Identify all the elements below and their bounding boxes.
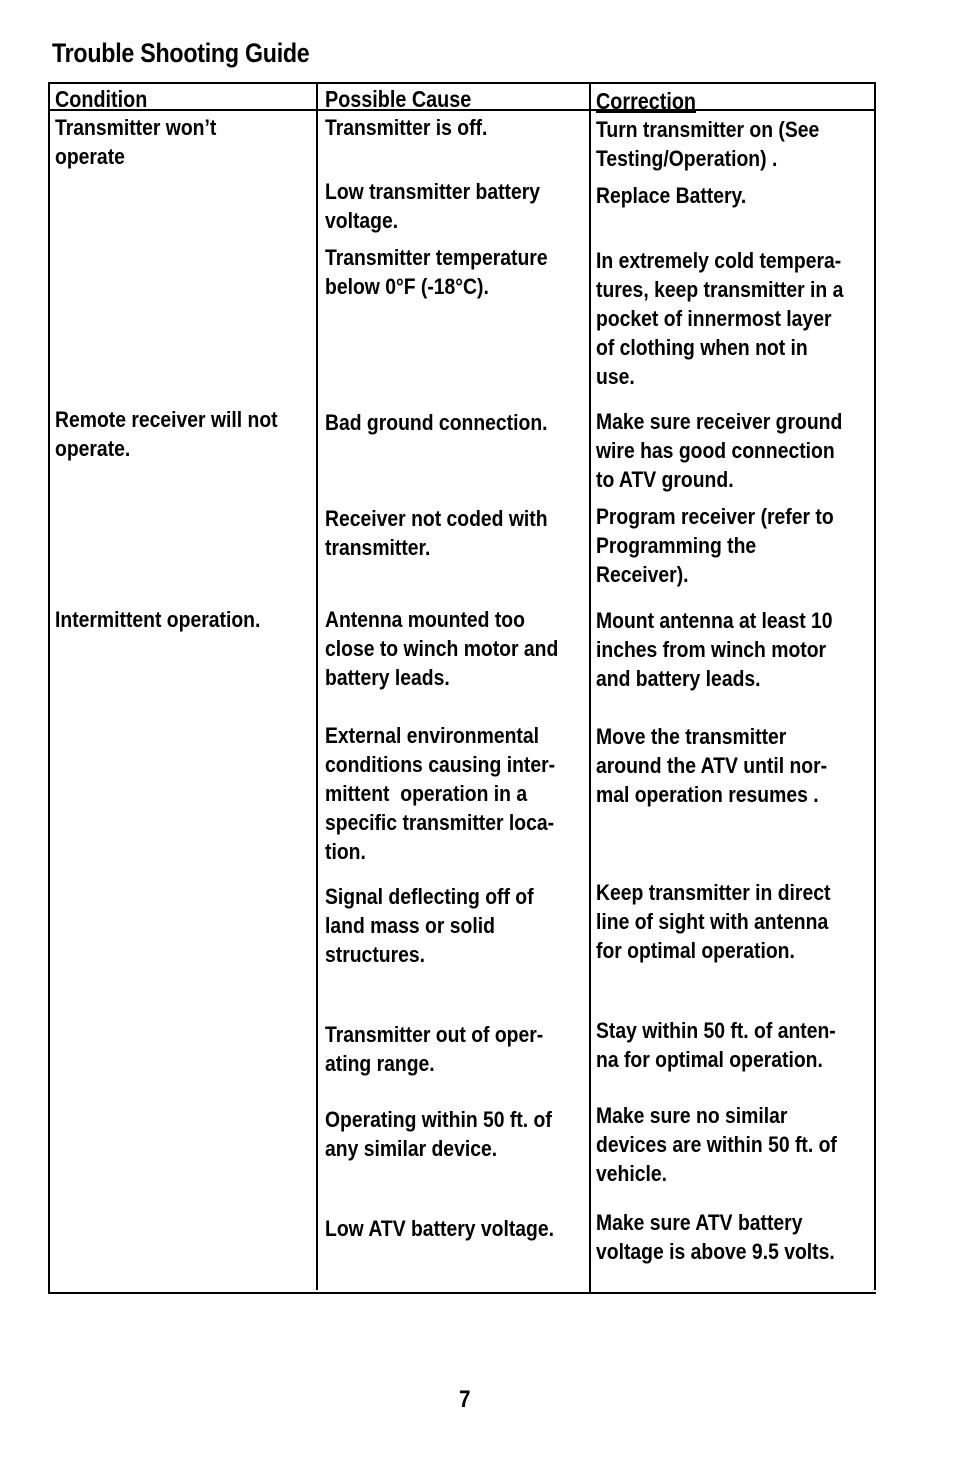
cause-cell: Low transmitter battery voltage. <box>325 179 541 233</box>
correction-cell: Turn transmitter on (See Testing/Operation) . <box>596 117 820 171</box>
column-divider-2 <box>589 82 591 1294</box>
header-condition: Condition <box>55 86 148 112</box>
cause-cell: Bad ground connection. <box>325 410 548 435</box>
column-divider-1 <box>316 82 318 1290</box>
header-correction: Correction <box>596 88 697 114</box>
page-number: 7 <box>459 1386 471 1413</box>
table-right-border <box>874 82 876 1290</box>
correction-cell: Make sure ATV battery voltage is above 9.5 volts. <box>596 1210 835 1264</box>
cause-cell: Operating within 50 ft. of any similar device. <box>325 1107 552 1161</box>
correction-cell: Mount antenna at least 10 inches from winch motor and battery leads. <box>596 608 833 691</box>
correction-cell: Move the transmitter around the ATV until nor- mal operation resumes . <box>596 724 828 807</box>
cause-cell: Antenna mounted too close to winch motor and battery leads. <box>325 607 559 690</box>
correction-cell: Program receiver (refer to Programming the Receiver). <box>596 504 834 587</box>
cause-cell: Receiver not coded with transmitter. <box>325 506 548 560</box>
condition-cell: Intermittent operation. <box>55 607 261 632</box>
correction-cell: Keep transmitter in direct line of sight with antenna for optimal operation. <box>596 880 831 963</box>
correction-cell: Replace Battery. <box>596 183 747 208</box>
cause-cell: Low ATV battery voltage. <box>325 1216 555 1241</box>
cause-cell: Signal deflecting off of land mass or solid structures. <box>325 884 534 967</box>
correction-cell: Make sure receiver ground wire has good connection to ATV ground. <box>596 409 843 492</box>
page-title: Trouble Shooting Guide <box>52 38 310 68</box>
condition-cell: Remote receiver will not operate. <box>55 407 278 461</box>
correction-cell: Make sure no similar devices are within 50 ft. of vehicle. <box>596 1103 837 1186</box>
cause-cell: Transmitter temperature below 0°F (-18°C). <box>325 245 548 299</box>
cause-cell: Transmitter out of oper- ating range. <box>325 1022 544 1076</box>
correction-cell: In extremely cold tempera- tures, keep transmitter in a pocket of innermost layer of clothing when not in use. <box>596 248 844 389</box>
cause-cell: External environmental conditions causing inter- mittent operation in a specific transmitter loca- tion. <box>325 723 556 864</box>
cause-cell: Transmitter is off. <box>325 115 488 140</box>
header-possible-cause: Possible Cause <box>325 86 472 112</box>
correction-cell: Stay within 50 ft. of anten- na for optimal operation. <box>596 1018 836 1072</box>
condition-cell: Transmitter won’t operate <box>55 115 217 169</box>
